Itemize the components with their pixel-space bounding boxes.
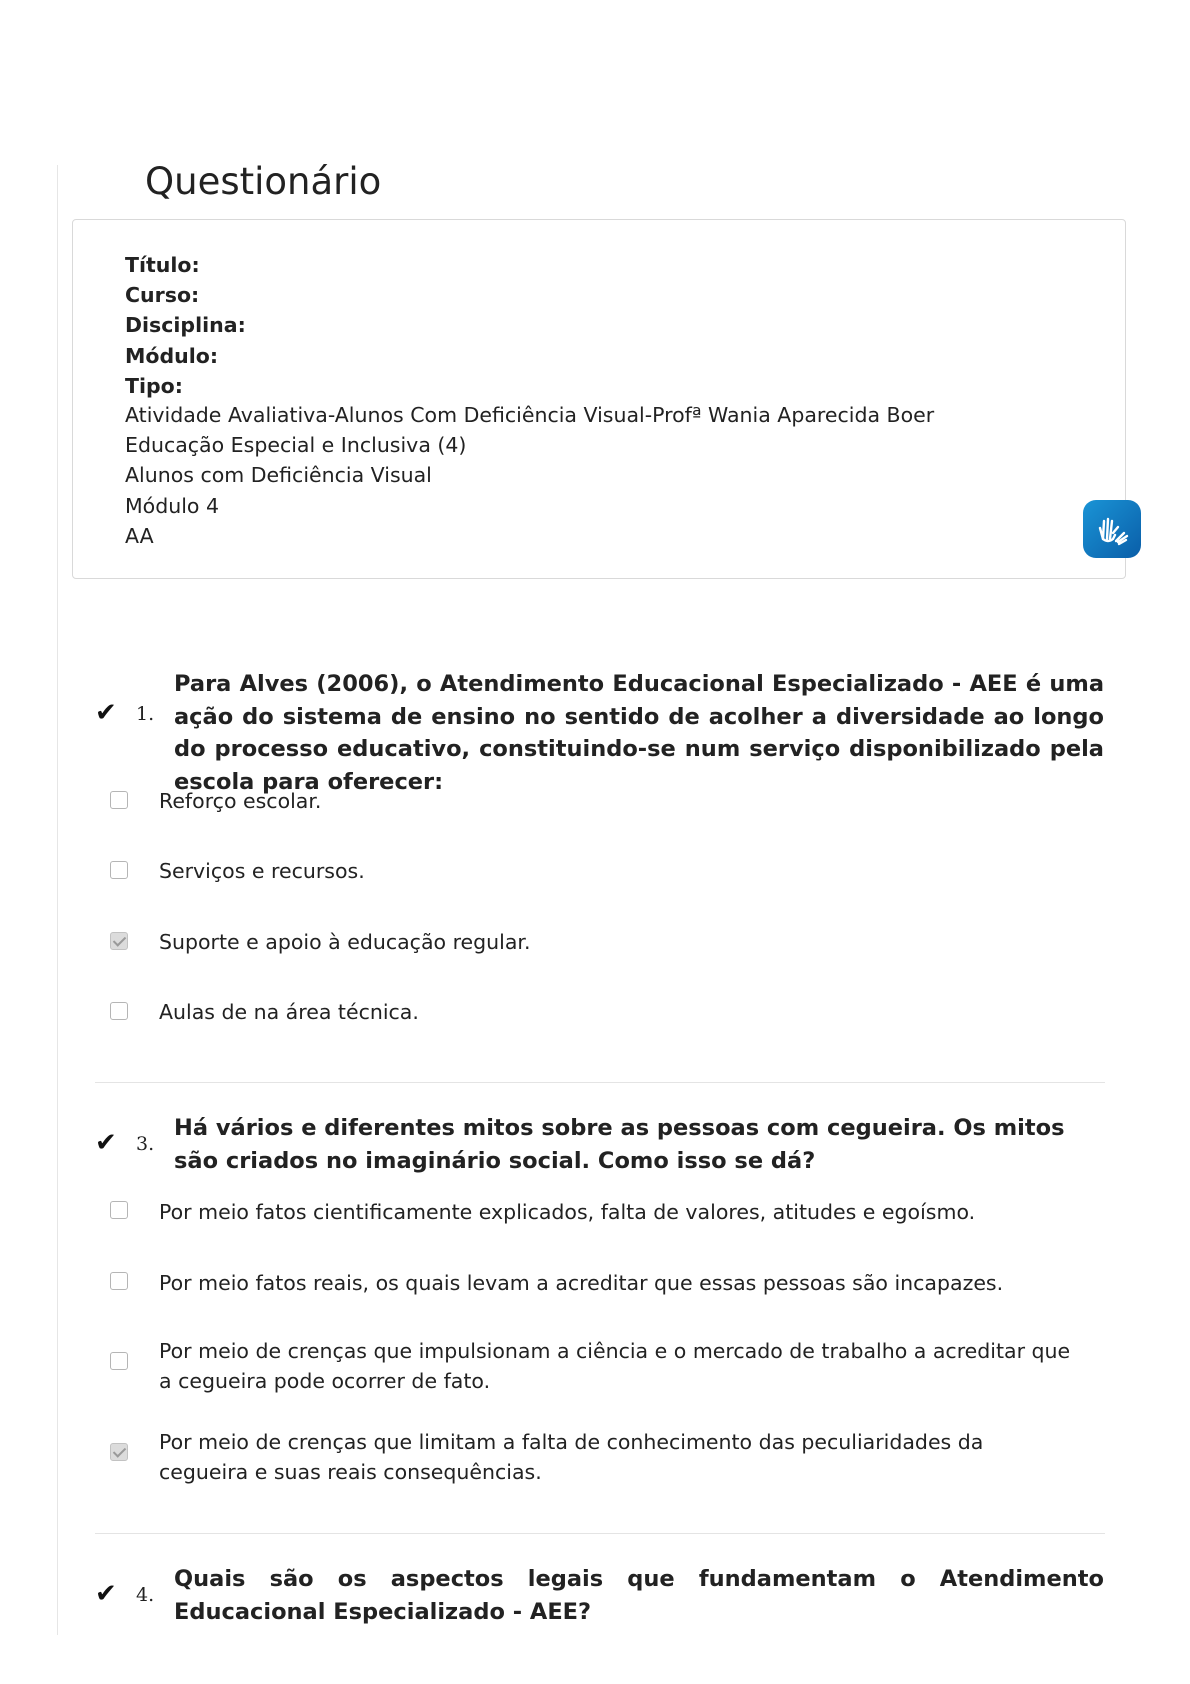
info-value-type: AA <box>125 523 154 548</box>
checkbox[interactable] <box>110 791 128 809</box>
question-text: Para Alves (2006), o Atendimento Educacional Especializado - AEE é uma ação do sistema de ensino no sentido de acolher a diversidade ao longo do processo educativo, constituindo-se num serviço disponibilizado pela escola para oferecer: <box>174 671 1104 795</box>
question-number: 4. <box>136 1584 155 1606</box>
option-text: Por meio de crenças que limitam a falta de conhecimento das peculiaridades da cegueira e suas reais consequências. <box>159 1430 984 1484</box>
option-text: Por meio fatos reais, os quais levam a acreditar que essas pessoas são incapazes. <box>159 1271 1004 1295</box>
info-label-module: Módulo: <box>125 343 219 368</box>
checkmark-icon: ✔ <box>95 1128 117 1158</box>
divider <box>95 1533 1105 1534</box>
option-text: Serviços e recursos. <box>159 859 365 883</box>
info-value-discipline: Alunos com Deficiência Visual <box>125 463 432 488</box>
info-labels <box>125 250 246 401</box>
info-value-module: Módulo 4 <box>125 493 220 518</box>
checkbox[interactable] <box>110 1352 128 1370</box>
checkbox-checked[interactable] <box>110 932 128 950</box>
option-text: Por meio de crenças que impulsionam a ciência e o mercado de trabalho a acreditar que a cegueira pode ocorrer de fato. <box>159 1339 1071 1393</box>
info-label-course: Curso: <box>125 283 200 308</box>
option-text: Aulas de na área técnica. <box>159 1000 419 1024</box>
checkmark-icon: ✔ <box>95 1579 117 1609</box>
option-text: Por meio fatos cientificamente explicados, falta de valores, atitudes e egoísmo. <box>159 1200 976 1224</box>
checkmark-icon: ✔ <box>95 698 117 728</box>
info-values <box>125 400 934 551</box>
checkbox[interactable] <box>110 1201 128 1219</box>
question-number: 3. <box>136 1133 155 1155</box>
question-text: Há vários e diferentes mitos sobre as pessoas com cegueira. Os mitos são criados no imaginário social. Como isso se dá? <box>174 1115 1065 1174</box>
checkbox[interactable] <box>110 861 128 879</box>
accessibility-sign-language-button[interactable] <box>1083 500 1141 558</box>
info-value-title: Atividade Avaliativa-Alunos Com Deficiência Visual-Profª Wania Aparecida Boer <box>125 403 935 427</box>
sign-language-hands-icon <box>1094 511 1130 547</box>
option-text: Reforço escolar. <box>159 789 322 813</box>
option-text: Suporte e apoio à educação regular. <box>159 930 531 954</box>
info-value-course: Educação Especial e Inclusiva (4) <box>125 433 467 458</box>
checkbox[interactable] <box>110 1002 128 1020</box>
info-label-type: Tipo: <box>125 373 183 398</box>
divider <box>95 1082 1105 1083</box>
question-number: 1. <box>136 703 155 725</box>
checkbox-checked[interactable] <box>110 1443 128 1461</box>
info-label-discipline: Disciplina: <box>125 313 246 338</box>
checkbox[interactable] <box>110 1272 128 1290</box>
question-text: Quais são os aspectos legais que fundamentam o Atendimento Educacional Especializado - AEE? <box>174 1566 1104 1625</box>
left-border <box>57 165 58 1635</box>
page-title: Questionário <box>145 160 382 203</box>
quiz-info-card <box>72 219 1126 579</box>
info-label-title: Título: <box>125 253 200 277</box>
